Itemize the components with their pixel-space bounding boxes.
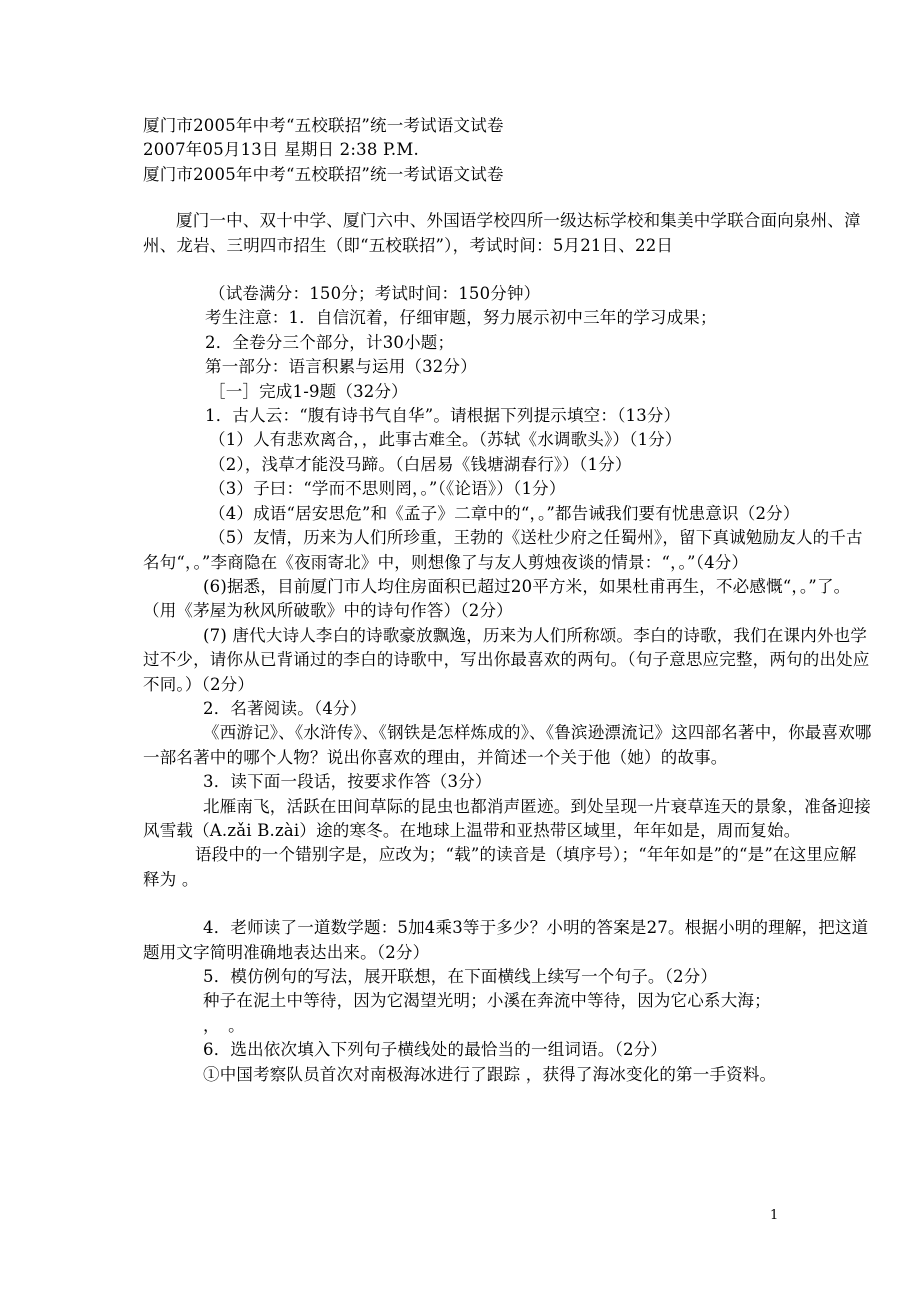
page-number: 1 <box>770 1208 779 1223</box>
question-1: 1．古人云：“腹有诗书气自华”。请根据下列提示填空：（13分） <box>205 406 681 426</box>
question-3-passage: 北雁南飞，活跃在田间草际的昆虫也都消声匿迹。到处呈现一片衰草连天的景象，准备迎接风雪载（A.zǎi B.zài）途的寒冬。在地球上温带和亚热带区域里，年年如是，周而复始。 <box>143 796 871 840</box>
question-6-title: 6．选出依次填入下列句子横线处的最恰当的一组词语。（2分） <box>203 1040 668 1060</box>
instructions-block <box>143 282 873 502</box>
question-5-title: 5．模仿例句的写法，展开联想，在下面横线上续写一个句子。（2分） <box>203 967 718 986</box>
question-3-task: 语段中的一个错别字是，应改为；“载”的读音是（填序号）；“年年如是”的“是”在这里应解释为 。 <box>143 845 857 889</box>
document-body <box>143 114 873 1087</box>
question-6-item-1: ①中国考察队员首次对南极海冰进行了跟踪 ，获得了海冰变化的第一手资料。 <box>203 1064 777 1084</box>
question-5-example: 种子在泥土中等待，因为它渴望光明；小溪在奔流中等待，因为它心系大海； <box>203 991 771 1011</box>
question-3-title: 3．读下面一段话，按要求作答（3分） <box>203 772 492 792</box>
question-1-7: (7) 唐代大诗人李白的诗歌豪放飘逸，历来为人们所称颂。李白的诗歌，我们在课内外也学过不少，请你从已背诵过的李白的诗歌中，写出你最喜欢的两句。（句子意思应完整，两句的出处应不同。）（2分） <box>143 625 870 694</box>
question-2-body: 《西游记》、《水浒传》、《钢铁是怎样炼成的》、《鲁滨逊漂流记》这四部名著中，你最喜欢哪一部名著中的哪个人物？说出你喜欢的理由，并简述一个关于他（她）的故事。 <box>143 723 872 767</box>
doc-title: 厦门市2005年中考“五校联招”统一考试语文试卷 <box>143 116 504 135</box>
part-1-heading: 第一部分：语言积累与运用（32分） <box>205 357 477 377</box>
question-5-blank: ， 。 <box>203 1015 245 1035</box>
spacer <box>143 187 873 199</box>
question-2-title: 2．名著阅读。（4分） <box>203 698 367 718</box>
exam-info: （试卷满分：150分；考试时间：150分钟） <box>209 284 541 304</box>
notice-1: 考生注意：1．自信沉着，仔细审题，努力展示初中三年的学习成果； <box>205 308 717 328</box>
spacer <box>143 258 873 282</box>
question-1-6: (6)据悉，目前厦门市人均住房面积已超过20平方米，如果杜甫再生，不必感慨“，。”了。（用《茅屋为秋风所破歌》中的诗句作答）（2分） <box>143 576 851 621</box>
question-1-3: （3）子曰：“学而不思则罔，。”（《论语》）（1分） <box>209 479 566 499</box>
post-date: 2007年05月13日 星期日 2:38 P.M. <box>143 140 419 160</box>
notice-2: 2．全卷分三个部分，计30小题； <box>205 332 455 352</box>
section-1-heading: ［一］完成1-9题（32分） <box>209 381 408 401</box>
question-4: 4．老师读了一道数学题：5加4乘3等于多少？小明的答案是27。根据小明的理解，把这道题用文字简明准确地表达出来。（2分） <box>143 918 869 962</box>
spacer <box>143 892 873 916</box>
question-1-4: （4）成语“居安思危”和《孟子》二章中的“，。”都告诫我们要有忧患意识（2分） <box>209 503 800 523</box>
question-1-1: （1）人有悲欢离合，，此事古难全。（苏轼《水调歌头》）（1分） <box>209 430 682 450</box>
exam-title: 厦门市2005年中考“五校联招”统一考试语文试卷 <box>143 164 504 184</box>
intro-paragraph: 厦门一中、双十中学、厦门六中、外国语学校四所一级达标学校和集美中学联合面向泉州、漳州、龙岩、三明四市招生（即“五校联招”），考试时间：5月21日、22日 <box>143 211 861 255</box>
question-1-2: （2），浅草才能没马蹄。（白居易《钱塘湖春行》）（1分） <box>209 454 632 474</box>
question-1-5: （5）友情，历来为人们所珍重，王勃的《送杜少府之任蜀州》，留下真诚勉励友人的千古名句“，。”李商隐在《夜雨寄北》中，则想像了与友人剪烛夜谈的情景：“，。”（4分） <box>143 528 863 572</box>
